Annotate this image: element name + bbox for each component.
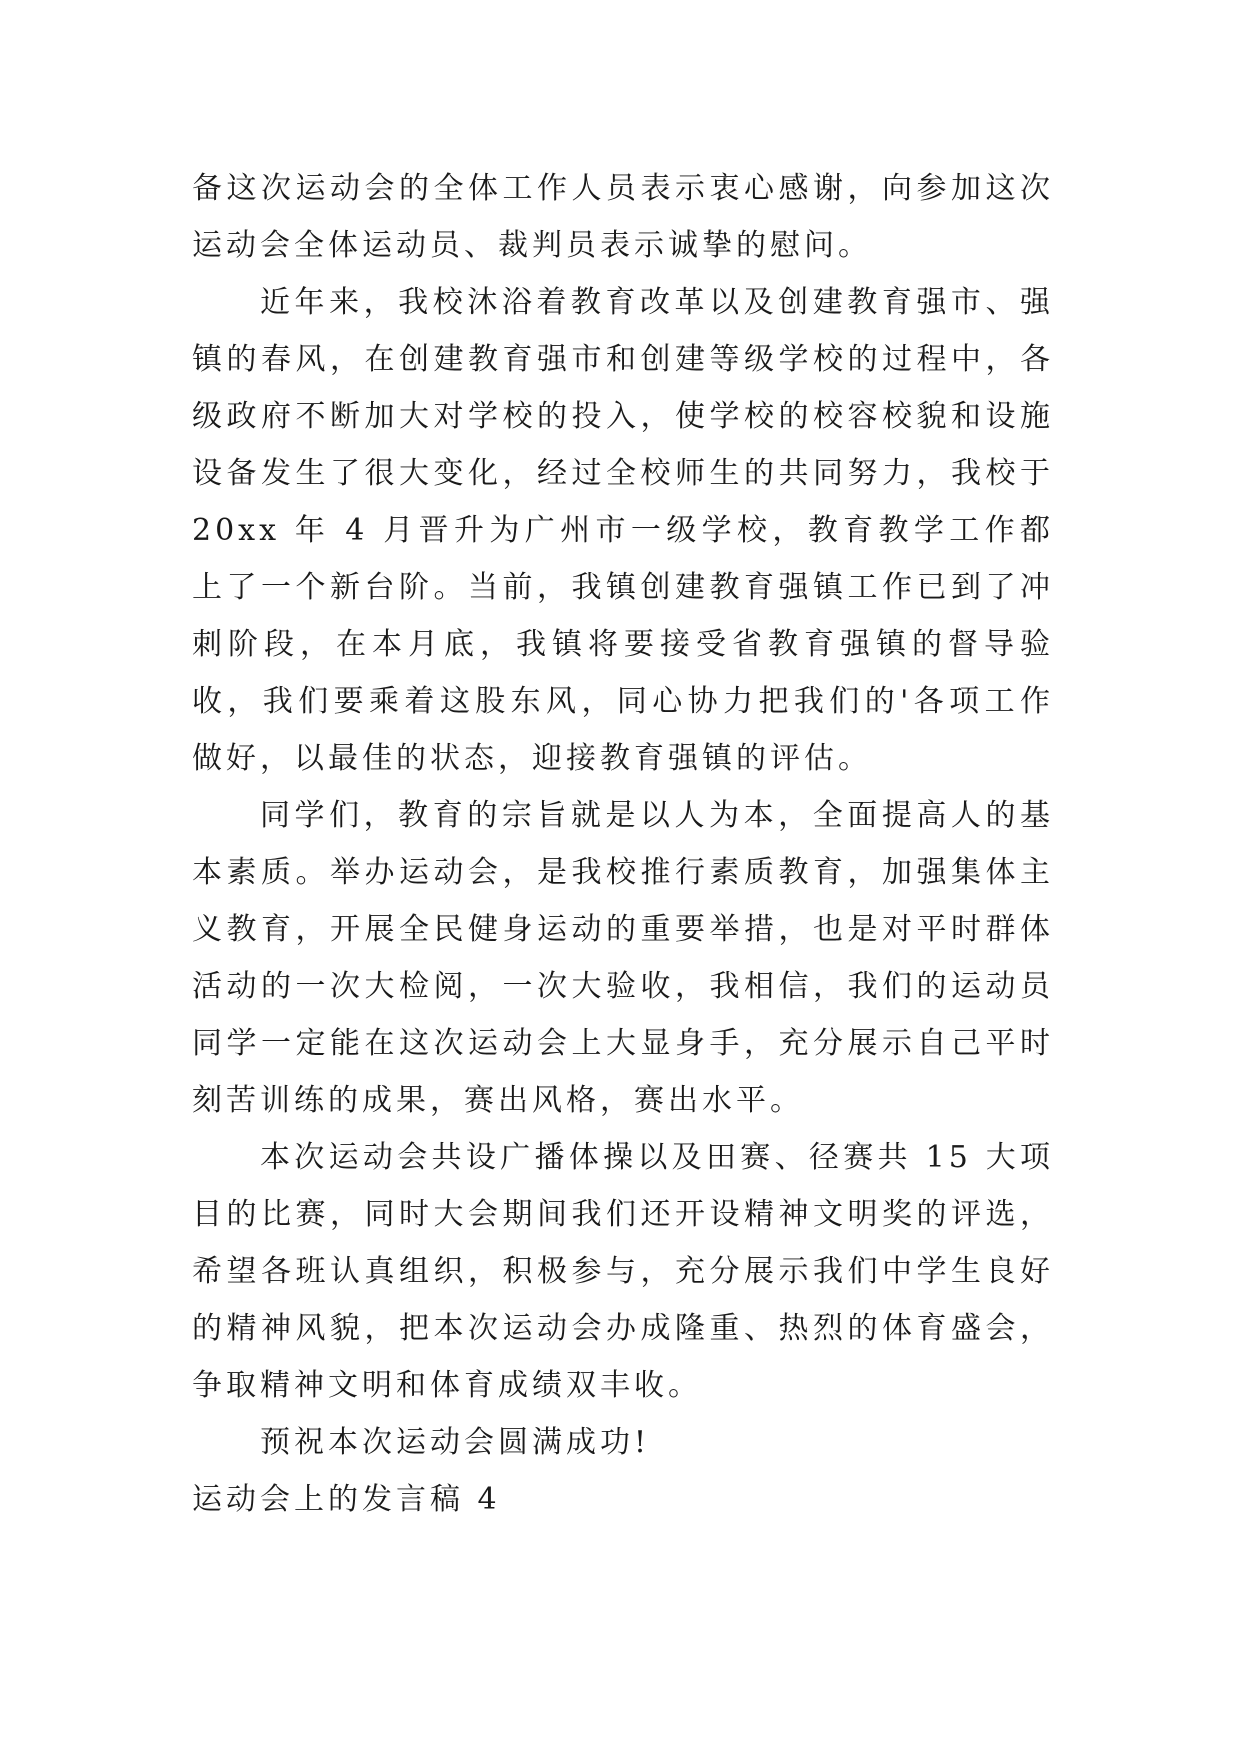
paragraph-event-items: 本次运动会共设广播体操以及田赛、径赛共 15 大项目的比赛，同时大会期间我们还开设精神文明奖的评选，希望各班认真组织，积极参与，充分展示我们中学生良好的精神风貌，把本次运动会办成隆重、热烈的体育盛会，争取精神文明和体育成绩双丰收。 bbox=[192, 1140, 1054, 1403]
paragraph-education-purpose: 同学们，教育的宗旨就是以人为本，全面提高人的基本素质。举办运动会，是我校推行素质教育，加强集体主义教育，开展全民健身运动的重要举措，也是对平时群体活动的一次大检阅，一次大验收，我相信，我们的运动员同学一定能在这次运动会上大显身手，充分展示自己平时刻苦训练的成果，赛出风格，赛出水平。 bbox=[192, 798, 1054, 1118]
section-heading: 运动会上的发言稿 4 bbox=[192, 1482, 501, 1517]
paragraph-closing-wish: 预祝本次运动会圆满成功! bbox=[260, 1425, 651, 1460]
paragraph-continued: 备这次运动会的全体工作人员表示衷心感谢，向参加这次运动会全体运动员、裁判员表示诚挚的慰问。 bbox=[192, 171, 1054, 263]
document-body bbox=[192, 160, 1054, 1528]
paragraph-school-development: 近年来，我校沐浴着教育改革以及创建教育强市、强镇的春风，在创建教育强市和创建等级学校的过程中，各级政府不断加大对学校的投入，使学校的校容校貌和设施设备发生了很大变化，经过全校师生的共同努力，我校于 20xx 年 4 月晋升为广州市一级学校，教育教学工作都上了一个新台阶。当前，我镇创建教育强镇工作已到了冲刺阶段，在本月底，我镇将要接受省教育强镇的督导验收，我们要乘着这股东风，同心协力把我们的'各项工作做好，以最佳的状态，迎接教育强镇的评估。 bbox=[192, 285, 1054, 776]
